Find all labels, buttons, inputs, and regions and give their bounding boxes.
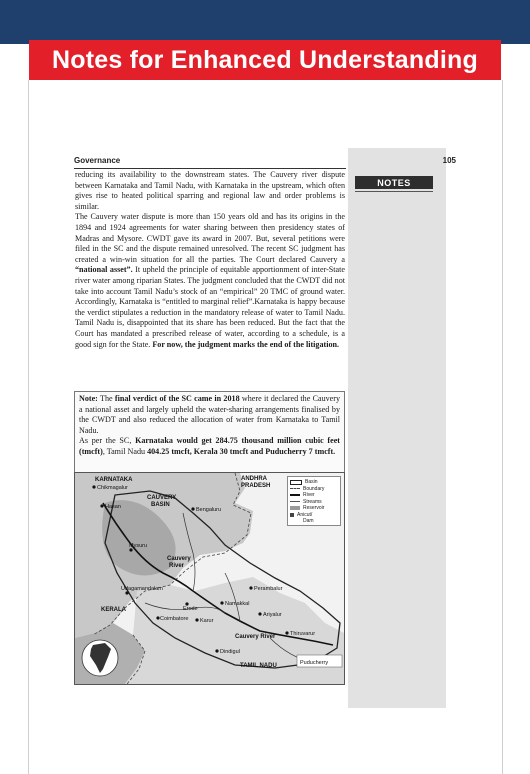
lbl-coimbatore: Coimbatore: [160, 616, 189, 622]
note-text-b: The: [97, 394, 115, 403]
paragraph-1: reducing its availability to the downstream states. The Cauvery river dispute between Karnataka and Tamil Nadu, with Karnataka in the upstream, which often gives rise to heated political sparring and regional law and order problems is similar.: [75, 170, 345, 211]
lbl-udagamandalam: Udagamandalam: [121, 586, 163, 592]
notes-sidebar: [348, 148, 446, 708]
lbl-perambalur: Perambalur: [254, 586, 283, 592]
lbl-puducherry: Puducherry: [300, 660, 329, 666]
body-text: [75, 170, 345, 350]
p2-national-asset: “national asset”.: [75, 265, 133, 275]
lbl-chikmagalur: Chikmagalur: [97, 485, 128, 491]
legend-anicut: Anicut/: [290, 512, 338, 519]
paragraph-2: [75, 212, 345, 350]
legend-dam: Dam: [303, 518, 314, 524]
note-text-d: where it declared the Cauvery a national asset and largely upheld the water-sharing arrangements finalised by the CWDT and also reduced the allocation of water from Karnataka to Tamil Nadu.: [79, 394, 340, 435]
legend-boundary: Boundary: [290, 486, 338, 493]
lbl-cauvery-river-1: Cauvery: [167, 556, 191, 562]
notes-rule: [355, 191, 433, 192]
lbl-erode: Erode: [183, 606, 198, 612]
lbl-karur: Karur: [200, 618, 214, 624]
lbl-dindigul: Dindigul: [220, 649, 240, 655]
lbl-namakkal: Namakkal: [225, 601, 250, 607]
note-text-2c: , Tamil Nadu: [102, 446, 148, 456]
map-legend: [287, 476, 341, 526]
lbl-cauvery-river-2: River: [169, 563, 185, 569]
lbl-cauvery-river-s: Cauvery River: [235, 634, 276, 640]
running-header: [74, 156, 456, 168]
page-number: 105: [442, 156, 456, 165]
lbl-cauvery-basin-1: CAUVERY: [147, 495, 177, 501]
lbl-tamil-nadu: TAMIL NADU: [240, 663, 277, 669]
legend-reservoir: Reservoir: [290, 505, 338, 512]
lbl-pradesh: PRADESH: [241, 483, 271, 489]
legend-river: River: [290, 492, 338, 499]
lbl-thiruvarur: Thiruvarur: [290, 631, 316, 637]
lbl-mysuru: Mysuru: [129, 543, 148, 549]
lbl-hasan: Hasan: [105, 504, 121, 510]
note-label: Note:: [79, 394, 98, 403]
p2-text-c: It upheld the principle of equitable apportionment of inter-State river water among riparian States. The judgment concluded that the CWDT did not take into account Tamil Nadu’s stock of an “empirical” 20 TMC of ground water. Accordingly, Karnataka is “entitled to marginal relief”.Karnataka is happy because the verdict stipulates a reduction in the mandatory release of water to Tamil Nadu. Tamil Nadu is, disappointed that its share has been reduced. But the fact that the Court has mandated a prescribed release of water, according to a schedule, is a good sign for the State.: [75, 265, 345, 349]
lbl-karnataka: KARNATAKA: [95, 477, 133, 483]
legend-streams: Streams: [290, 499, 338, 506]
note-verdict: final verdict of the SC came in 2018: [114, 394, 240, 403]
note-text-2a: As per the SC,: [79, 436, 136, 446]
lbl-ariyalur: Ariyalur: [263, 612, 282, 618]
cauvery-basin-map: [74, 472, 345, 685]
header-rule: [74, 168, 346, 169]
legend-basin: Basin: [290, 479, 338, 486]
note-others: 404.25 tmcft, Kerala 30 tmcft and Puducherry 7 tmcft.: [147, 446, 336, 456]
lbl-kerala: KERALA: [101, 607, 126, 613]
note-karnataka: Karnataka would get 284.75 thousand million cubic feet (tmcft): [79, 436, 340, 456]
section-title: Governance: [74, 156, 121, 165]
top-band: [0, 0, 530, 44]
p2-text-a: The Cauvery water dispute is more than 150 years old and has its origins in the 1894 and 1924 agreements for water sharing between then presidency states of Madras and Mysore. CWDT gave its award in 2007. But, several petitions were filed in the SC and the dispute remained unresolved. The recent SC judgment has created a win-win situation for all the parties. The Court declared Cauvery a: [75, 212, 345, 264]
p2-conclusion: For now, the judgment marks the end of the litigation.: [152, 339, 340, 349]
notes-label: NOTES: [355, 176, 433, 189]
note-para-2: [79, 436, 340, 457]
lbl-cauvery-basin-2: BASIN: [151, 502, 170, 508]
lbl-andhra: ANDHRA: [241, 476, 267, 482]
note-para-1: [79, 394, 340, 436]
notes-banner: Notes for Enhanced Understanding: [29, 40, 501, 80]
lbl-bengaluru: Bengaluru: [196, 507, 222, 513]
